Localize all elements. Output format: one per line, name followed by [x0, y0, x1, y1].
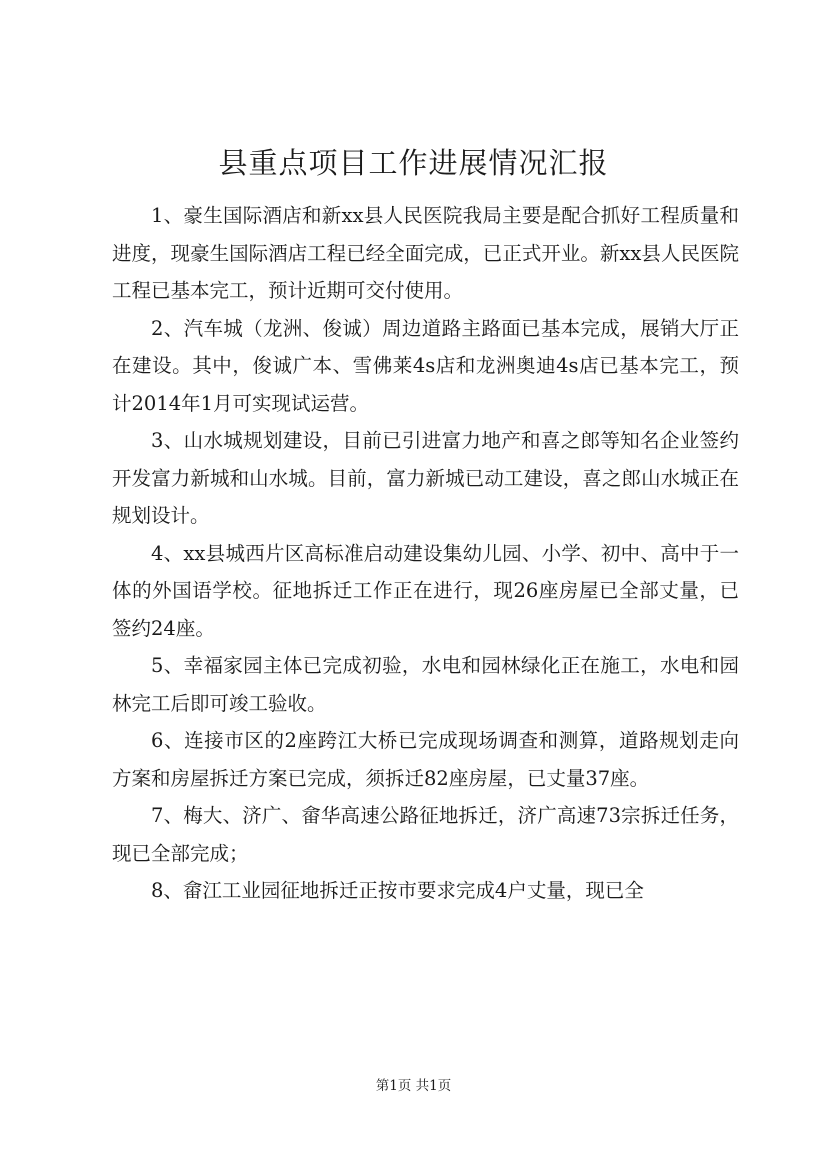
paragraph-3: 3、山水城规划建设，目前已引进富力地产和喜之郎等知名企业签约开发富力新城和山水城。目前，富力新城已动工建设，喜之郎山水城正在规划设计。 — [112, 429, 739, 527]
paragraph-2: 2、汽车城（龙洲、俊诚）周边道路主路面已基本完成，展销大厅正在建设。其中，俊诚广本、雪佛莱4s店和龙洲奥迪4s店已基本完工，预计2014年1月可实现试运营。 — [112, 316, 739, 415]
paragraph-6: 6、连接市区的2座跨江大桥已完成现场调查和测算，道路规划走向方案和房屋拆迁方案已完成，须拆迁82座房屋，已丈量37座。 — [112, 729, 739, 790]
document-title: 县重点项目工作进展情况汇报 — [218, 146, 609, 180]
paragraph-4: 4、xx县城西片区高标准启动建设集幼儿园、小学、初中、高中于一体的外国语学校。征地拆迁工作正在进行，现26座房屋已全部丈量，已签约24座。 — [112, 541, 739, 640]
paragraph-8: 8、畲江工业园征地拆迁正按市要求完成4户丈量，现已全 — [151, 879, 644, 902]
paragraph-1: 1、豪生国际酒店和新xx县人民医院我局主要是配合抓好工程质量和进度，现豪生国际酒店工程已经全面完成，已正式开业。新xx县人民医院工程已基本完工，预计近期可交付使用。 — [112, 204, 739, 302]
paragraph-5: 5、幸福家园主体已完成初验，水电和园林绿化正在施工，水电和园林完工后即可竣工验收。 — [112, 654, 739, 715]
page-footer: 第1页 共1页 — [375, 1078, 452, 1094]
paragraph-7: 7、梅大、济广、畲华高速公路征地拆迁，济广高速73宗拆迁任务，现已全部完成； — [112, 804, 739, 865]
document-body — [112, 197, 739, 910]
